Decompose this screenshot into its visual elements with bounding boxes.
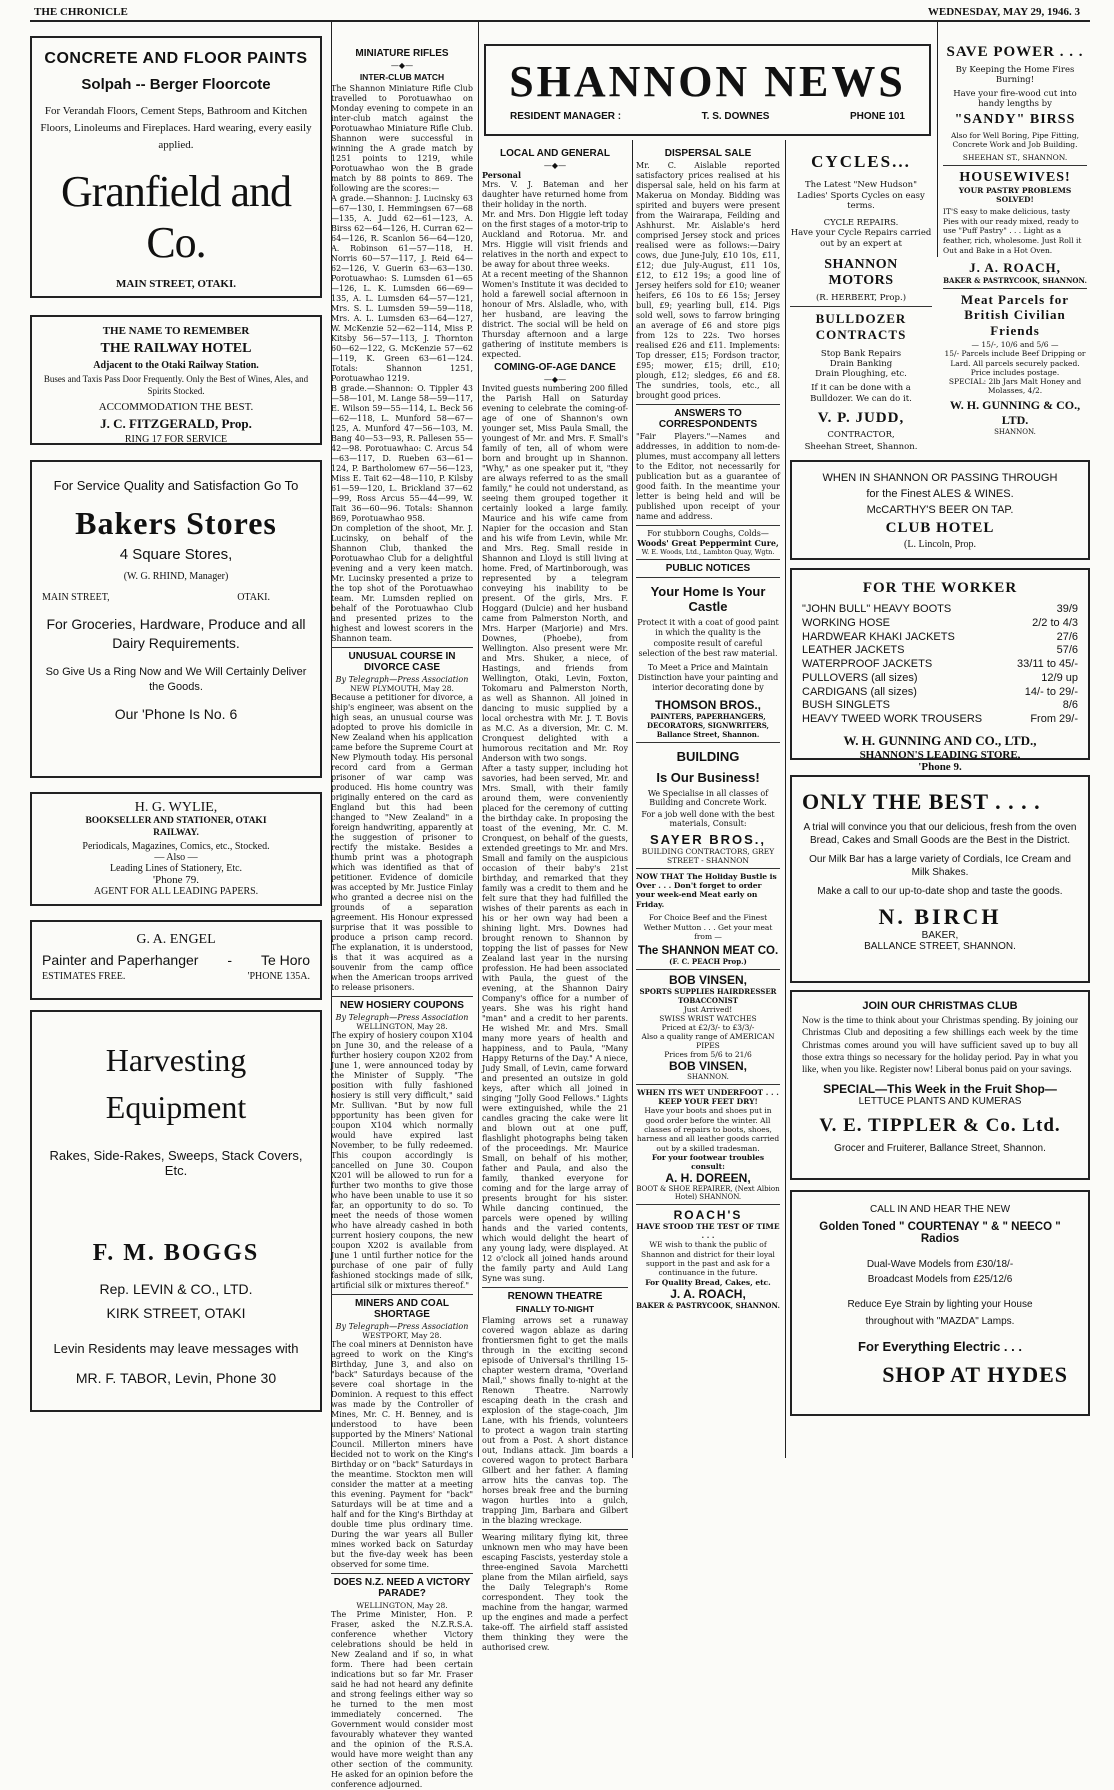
cycles-ad-body: The Latest "New Hudson" Ladies' Sports Cycles on easy terms. xyxy=(797,180,925,212)
birss-ad-name: "SANDY" BIRSS xyxy=(954,112,1076,127)
ad-phone: 'Phone 79. xyxy=(153,873,199,886)
sayer-ad-heading: Is Our Business! xyxy=(656,769,760,785)
divider xyxy=(636,1084,780,1085)
worker-price-row xyxy=(802,603,1078,617)
tippler-ad-address: Grocer and Fruiterer, Ballance Street, Shannon. xyxy=(834,1142,1046,1154)
ad-trade: Painter and Paperhanger xyxy=(42,952,199,968)
parcels-ad-name: W. H. GUNNING & CO., LTD. xyxy=(949,397,1081,427)
woods-ad-line: W. E. Woods, Ltd., Lambton Quay, Wgtn. xyxy=(641,548,775,556)
cycles-ad-prop: (R. HERBERT, Prop.) xyxy=(815,293,907,304)
sayer-ad-heading: BUILDING xyxy=(676,748,740,764)
doreen-ad-sub: BOOT & SHOE REPAIRER, (Next Albion Hotel) SHANNON. xyxy=(636,1185,780,1202)
news-column-4 xyxy=(634,144,782,1458)
cycles-ad-heading: CYCLES... xyxy=(811,152,911,171)
ad-line: for the Finest ALES & WINES. xyxy=(866,488,1014,500)
worker-price-row xyxy=(802,713,1078,727)
news-column-3 xyxy=(480,144,630,1652)
ad-address-row xyxy=(42,592,310,603)
divider xyxy=(331,1573,473,1574)
tippler-ad-special: SPECIAL—This Week in the Fruit Shop— xyxy=(823,1081,1057,1096)
woods-ad-line: For stubborn Coughs, Colds— xyxy=(647,529,769,538)
vinsen-ad-town: SHANNON. xyxy=(687,1073,729,1082)
ad-heading: CONCRETE AND FLOOR PAINTS xyxy=(44,50,308,67)
birch-ad-body: Make a call to our up-to-date shop and taste the goods. xyxy=(817,886,1063,897)
worker-item-name: HARDWEAR KHAKI JACKETS xyxy=(802,630,955,643)
ad-address: MAIN STREET, OTAKI. xyxy=(115,278,236,291)
divider xyxy=(636,577,780,578)
worker-item-name: LEATHER JACKETS xyxy=(802,644,905,657)
bakers-stores-ad xyxy=(30,460,322,778)
ad-contact: MR. F. TABOR, Levin, Phone 30 xyxy=(75,1370,277,1386)
newspaper-name: THE CHRONICLE xyxy=(34,6,128,18)
engel-name: G. A. ENGEL xyxy=(136,932,216,947)
club-hotel-name: CLUB HOTEL xyxy=(885,520,995,536)
worker-item-price: 39/9 xyxy=(1056,603,1078,615)
hydes-ad-line: Dual-Wave Models from £30/18/- xyxy=(866,1259,1014,1270)
divider xyxy=(636,404,780,405)
divider xyxy=(636,868,780,869)
worker-item-name: PULLOVERS (all sizes) xyxy=(802,671,918,684)
worker-item-name: CARDIGANS (all sizes) xyxy=(802,685,917,698)
divider xyxy=(636,525,780,526)
ad-agent: AGENT FOR ALL LEADING PAPERS. xyxy=(93,885,259,897)
header-rule xyxy=(30,20,1090,22)
worker-price-list xyxy=(802,603,1078,727)
cycles-ad-body: Have your Cycle Repairs carried out by an expert at xyxy=(790,227,932,249)
article-headline: DOES N.Z. NEED A VICTORY PARADE? xyxy=(333,1577,471,1599)
article-paragraph: The Prime Minister, Hon. P. Fraser, asked the N.Z.R.S.A. conference whether Victory celebrations should be held in New Zealand and if so, in what form. There had been certain indications but so far Mr. Fraser said he had not heard any definite and strong feelings either way so he turned to the men most immediately concerned. The Government would consider most favourably whatever they wanted and the opinion of the R.S.A. would have more weight than any other section of the community. He asked for an opinion before the conference adjourned. xyxy=(331,1610,473,1789)
divider xyxy=(482,1529,628,1530)
thomson-ad-body: To Meet a Price and Maintain Distinction have your painting and interior decorating done by xyxy=(637,662,779,693)
article-headline: RENOWN THEATRE xyxy=(507,1291,603,1302)
vinsen-ad-name: BOB VINSEN, xyxy=(668,973,747,988)
tippler-ad-name: V. E. TIPPLER & Co. Ltd. xyxy=(819,1114,1061,1136)
headline-divider: —◆— xyxy=(543,161,567,170)
worker-item-name: WATERPROOF JACKETS xyxy=(802,658,933,670)
vinsen-ad-line: Also a quality range of AMERICAN PIPES xyxy=(641,1032,775,1051)
gunning-worker-ad xyxy=(790,568,1090,773)
bulldozer-ad-line: Stop Bank Repairs xyxy=(820,349,902,360)
worker-item-name: WORKING HOSE xyxy=(802,616,891,629)
birch-ad-body: A trial will convince you that our delicious, fresh from the oven Bread, Cakes and Small Goods are the Best in the District. xyxy=(803,822,1077,846)
vinsen-ad-line: Just Arrived! xyxy=(683,1005,733,1015)
article-headline: ANSWERS TO CORRESPONDENTS xyxy=(658,408,758,430)
article-dateline: WESTPORT, May 28. xyxy=(362,1331,442,1340)
article-paragraph: Mr. and Mrs. Don Higgie left today on the first stages of a motor-trip to Auckland and Rotorua. Mr. and Mrs. Higgie will visit friends and relatives in the north and expect to be away for about three weeks. xyxy=(482,210,628,269)
vinsen-ad-line: Prices from 5/6 to 21/6 xyxy=(664,1050,752,1060)
boggs-name: F. M. BOGGS xyxy=(92,1240,260,1266)
housewives-ad-body: IT'S easy to make delicious, tasty Pies with our ready mixed, ready to use "Puff Pastry" . . . Light as a feather, rich, wholesome. Just Roll it Out and Bake in a Hot Oven. xyxy=(943,206,1082,255)
article-paragraph: Mr. C. Aislable reported satisfactory prices realised at his dispersal sale, held on his farm at Makerua on Monday. Bidding was spirited and buyers were present from the Wairarapa, Feilding and Ashhurst. Mr. Aislable's herd comprised Jersey stock and prices realised were as follows:—Dairy cows, due June-July, £10 10s, £11, £12; due July-August, £11 10s, £12, to £12 19s; a good line of Jersey heifers sold for £10; weaner heifers, £6 10s to £6 15s; Jersey bull, £9; yearling bull, £14. Pigs sold well, sows to farrow bringing an average of £6 and store pigs from 12s to 22s. Two horses realised £26 and £11. Implements: Top dresser, £15; Fordson tractor, £95; mower, £15; drill, £10; plough, £12; sledges, £6 and £8. The sundries, tools, etc., all brought good prices. xyxy=(636,161,780,400)
worker-item-price: 12/9 up xyxy=(1041,671,1078,684)
article-headline: MINERS AND COAL SHORTAGE xyxy=(354,1298,450,1320)
article-subhead: Personal xyxy=(482,170,521,180)
bulldozer-ad-line: Drain Banking xyxy=(829,359,893,370)
article-subhead: INTER-CLUB MATCH xyxy=(359,72,445,82)
birss-ad-line: By Keeping the Home Fires Burning! xyxy=(955,65,1075,85)
article-headline: LOCAL AND GENERAL xyxy=(500,148,610,159)
roach-ad-sub: BAKER & PASTRYCOOK, SHANNON. xyxy=(636,1300,780,1310)
worker-item-price: 14/- to 29/- xyxy=(1024,685,1078,698)
worker-price-row xyxy=(802,686,1078,700)
divider xyxy=(790,306,932,307)
column-rule xyxy=(632,140,633,1458)
hydes-ad-line: For Everything Electric . . . xyxy=(858,1339,1022,1354)
wylie-ad xyxy=(30,792,322,906)
ad-proprietor: J. C. FITZGERALD, Prop. xyxy=(100,416,252,432)
thomson-ad-name: THOMSON BROS., xyxy=(654,697,761,712)
worker-ad-name: W. H. GUNNING AND CO., LTD., xyxy=(843,732,1037,748)
roach-ad-name: J. A. ROACH, xyxy=(670,1286,746,1301)
article-byline: By Telegraph—Press Association xyxy=(335,1013,469,1022)
tippler-ad-body: Now is the time to think about your Christmas spending. By joining our Christmas Club and depositing a few shillings each week by the time Christmas comes around you will have sufficient saved up to buy all those extra things so necessary for the holiday period. Pay in what you like, when you like. Register now! Liberal bonus paid on your savings. xyxy=(802,1016,1078,1076)
ad-dash: - xyxy=(227,952,233,968)
sayer-ad-name: SAYER BROS., xyxy=(650,831,766,847)
divider xyxy=(943,288,1087,289)
boggs-ad xyxy=(30,1010,322,1412)
parcels-ad-heading: Meat Parcels for British Civilian Friends xyxy=(960,291,1070,338)
meat-ad-prop: (F. C. PEACH Prop.) xyxy=(669,957,747,967)
worker-item-name: BUSH SINGLETS xyxy=(802,699,891,712)
article-paragraph: Wearing military flying kit, three unknown men who may have been escaping Fascists, yesterday stole a three-engined Savoia Marchetti plane from the Milan airfield, says the Daily Telegraph's Rome correspondent. They took the machine from the hangar, warmed up the engines and made a perfect take-off. The airfield staff assisted them thinking they were the authorised crew. xyxy=(482,1533,628,1652)
article-byline: By Telegraph—Press Association xyxy=(335,1322,469,1331)
roach-ad-name: ROACH'S xyxy=(673,1208,743,1223)
article-paragraph: "Fair Players."—Names and addresses, in addition to nom-de-plumes, must accompany all letters to the Editor, not necessarily for publication but as a guarantee of good faith. In the meantime your letter is being held and will be published upon receipt of your name and address. xyxy=(636,432,780,521)
news-column-6 xyxy=(940,44,1090,444)
banner-resident-label: RESIDENT MANAGER : xyxy=(510,111,622,122)
sayer-ad-body: For a job well done with the best materials, Consult: xyxy=(641,809,775,828)
article-paragraph: The expiry of hosiery coupon X104 on June 30, and the release of a further hosiery coupon X202 from June 1, were announced today by the Minister of Supply. "The position with fully fashioned hosiery is still very difficult," said Mr. Sullivan. "But by now full opportunity has been given for coupon X104 which normally would have expired last November, to be fully redeemed. This coupon accordingly is cancelled on June 30. Coupon X201 will be allowed to run for a further two months to give those who have been unable to use it so far, an opportunity to do so. To meet the needs of those women who have already cashed in both current hosiery coupons, the new coupon X202 is available from June 1 until further notice for the purchase of one pair of fully fashioned stockings made of silk, artificial silk or mixtures thereof." xyxy=(331,1031,473,1290)
ad-sub: 4 Square Stores, xyxy=(119,546,233,563)
birch-ad-trade: BAKER, xyxy=(921,930,959,941)
birss-ad-line: Also for Well Boring, Pipe Fitting, Concrete Work and Job Building. xyxy=(950,131,1080,150)
article-paragraph: At a recent meeting of the Shannon Women's Institute it was decided to hold a farewell social afternoon in honour of Mrs. Alsladle, who, with her husband, are leaving the district. The social will be held on Thursday afternoon and a large gathering of institute members is expected. xyxy=(482,270,628,359)
vinsen-ad-line: Priced at £2/3/- to £3/3/- xyxy=(661,1023,755,1033)
ad-phone: RING 17 FOR SERVICE xyxy=(124,434,228,446)
birss-ad-address: SHEEHAN ST., SHANNON. xyxy=(962,152,1068,162)
ad-items: Rakes, Side-Rakes, Sweeps, Stack Covers, Etc. xyxy=(49,1148,303,1178)
ad-body: Periodicals, Magazines, Comics, etc., Stocked. xyxy=(82,840,270,852)
article-paragraph: B grade.—Shannon: O. Tippler 43—58—101, M. Lange 58—59—117, E. Wilson 59—55—114, L. Beck 56—62—118, L. Munford 58—67—125, A. Munford 47—56—103, M. Bang 40—53—93, R. Pallesen 55—42—98. Porotuawhao: C. Arcus 54—63—117, D. Rueben 63—61—124, P. Bartholomew 67—56—123, Miss E. Tait 62—48—110, P. Kilsby 61—59—120, L. Brickland 37—62—99, Ross Arcus 55—44—99, W. Tait 36—60—96. Totals: Shannon 869, Porotuawhao 958. xyxy=(331,384,473,523)
bakers-name: Bakers Stores xyxy=(75,505,277,541)
ad-sub: BOOKSELLER AND STATIONER, OTAKI RAILWAY. xyxy=(85,816,267,838)
headline-divider: —◆— xyxy=(390,61,414,70)
parcels-ad-line: SPECIAL: 2lb Jars Malt Honey and Molasses, 4/2. xyxy=(948,377,1082,396)
ad-detail-row xyxy=(42,971,310,982)
divider xyxy=(331,996,473,997)
ad-sub: Adjacent to the Otaki Railway Station. xyxy=(93,360,259,371)
woods-ad-name: Woods' Great Peppermint Cure, xyxy=(637,538,779,548)
ad-also: — Also — xyxy=(154,851,198,863)
vinsen-ad-line: SWISS WRIST WATCHES xyxy=(659,1014,757,1024)
article-paragraph: Mrs. V. J. Bateman and her daughter have returned home from their holiday in the north. xyxy=(482,180,628,209)
ad-line: THE NAME TO REMEMBER xyxy=(102,325,250,337)
doreen-ad-name: A. H. DOREEN, xyxy=(665,1171,751,1186)
article-dateline: WELLINGTON, May 28. xyxy=(356,1022,448,1031)
cycles-ad-body: CYCLE REPAIRS. xyxy=(823,217,899,228)
banner-phone: PHONE 101 xyxy=(849,111,905,122)
article-paragraph: On completion of the shoot, Mr. J. Lucinsky, on behalf of the Shannon Club, thanked the Porotuawhao Club for a delightful evening and a very keen match. Mr. Lucinsky presented a prize to the top shot of the Porotuawhao team. Mr. Lumsden replied on behalf of the Porotuawhao Club and presented prizes to the highest and lowest scorers in the Shannon team. xyxy=(331,524,473,643)
article-paragraph: A grade.—Shannon: J. Lucinsky 63—67—130, I. Hemmingsen 67—68—135, A. Judd 62—61—123, A. Birss 62—64—126, H. Curran 62—64—126, R. Scanlon 56—64—120, A. Robinson 61—57—118, H. Norris 60—57—117, J. Reid 64—62—126, V. Guerin 63—63—130. Porotuawhao: S. Lumsden 61—65—126, L. K. Lumsden 66—69—135, A. L. Lumsden 64—57—121, Mrs. S. L. Lumsden 59—59—118, Mrs. A. L. Lumsden 63—64—127, W. McKenzie 52—62—114, Miss P. Kitsby 56—57—113, J. Thornton 60—62—122, G. McKenzie 57—62—119, K. Green 63—61—124. Totals: Shannon 1251, Porotuawhao 1219. xyxy=(331,194,473,383)
hotel-name: THE RAILWAY HOTEL xyxy=(100,341,252,356)
article-paragraph: Because a petitioner for divorce, a ship's engineer, was absent on the high seas, an unusual course was adopted to prove his domicile in New Zealand when his application came before the Supreme Court at New Plymouth today. His personal record card from a German prisoner of war camp was produced. His home country was originally entered on the card as England but this had been changed to "New Zealand" in a foreign handwriting, apparently at the suggestion of prisoner to rectify the mistake. Besides a thumb print was a photograph which was identified as that of petitioner. Evidence of domicile was accepted by Mr. Justice Finlay who granted a decree nisi on the grounds of a separation agreement. His Honour expressed surprise that it was possible to produce a prison camp record. The explanation, it is understood, is that it was acquired as a souvenir from the camp office when the American troops arrived to release prisoners. xyxy=(331,693,473,992)
article-headline: UNUSUAL COURSE IN DIVORCE CASE xyxy=(348,651,456,673)
hydes-ad-line: Broadcast Models from £25/12/6 xyxy=(867,1274,1013,1285)
birch-ad-name: N. BIRCH xyxy=(878,904,1002,929)
divider xyxy=(636,1204,780,1205)
article-dateline: WELLINGTON, May 28. xyxy=(356,1601,448,1610)
meat-ad-name: The SHANNON MEAT CO. xyxy=(637,945,779,958)
housewives-ad-heading: HOUSEWIVES! xyxy=(959,169,1071,185)
worker-price-row xyxy=(802,617,1078,631)
banner-manager: T. S. DOWNES xyxy=(701,111,770,122)
doreen-ad-body: For your footwear troubles consult: xyxy=(651,1153,765,1172)
ad-manager: (W. G. RHIND, Manager) xyxy=(123,571,229,582)
sayer-ad-sub: BUILDING CONTRACTORS, GREY STREET - SHANNON xyxy=(641,846,775,865)
ad-body: For Groceries, Hardware, Produce and all Dairy Requirements. xyxy=(46,616,306,651)
headline-divider: —◆— xyxy=(543,375,567,384)
divider xyxy=(482,1287,628,1288)
ad-intro: For Service Quality and Satisfaction Go To xyxy=(53,478,299,493)
vinsen-ad-sub: SPORTS SUPPLIES HAIRDRESSER TOBACCONIST xyxy=(639,987,777,1006)
railway-hotel-ad xyxy=(30,315,322,445)
divider xyxy=(331,647,473,648)
roach-ad-line: For Quality Bread, Cakes, etc. xyxy=(645,1277,771,1287)
worker-item-price: 33/11 to 45/- xyxy=(1017,658,1078,670)
divider xyxy=(636,742,780,743)
doreen-ad-heading: WHEN ITS WET UNDERFOOT . . . KEEP YOUR FEET DRY! xyxy=(637,1088,779,1107)
bulldozer-ad-trade: CONTRACTOR, xyxy=(827,430,895,441)
news-column-2 xyxy=(330,46,474,1789)
ad-phone: 'PHONE 135A. xyxy=(247,971,310,982)
worker-item-price: From 29/- xyxy=(1030,713,1078,725)
doreen-ad-body: Have your boots and shoes put in good order before the winter. All classes of repairs to boots, shoes, harness and all leather goods carried out by a skilled tradesman. xyxy=(636,1106,780,1153)
ad-body: Leading Lines of Stationery, Etc. xyxy=(109,862,243,874)
ad-estimates: ESTIMATES FREE. xyxy=(42,971,126,982)
divider xyxy=(943,165,1087,166)
article-headline: MINIATURE RIFLES xyxy=(355,48,449,59)
thomson-ad-body: Protect it with a coat of good paint in which the quality is the composite result of careful selection of the best raw material. xyxy=(637,618,779,659)
roach-ad-body: WE wish to thank the public of Shannon and district for their loyal support in the past and ask for a continuance in the future. xyxy=(641,1240,775,1278)
ad-town: OTAKI. xyxy=(237,592,270,603)
hydes-ad-line: throughout with "MAZDA" Lamps. xyxy=(865,1316,1015,1327)
article-paragraph: The coal miners at Denniston have agreed to work on the King's Birthday, June 3, and also on "back" Saturdays because of the severe coal shortage in the Dominion. A request to this effect was made by the Controller of Mines, Mr. C. H. Benney, and is understood to have been supported by the Miners' National Council. Millerton miners have decided not to work on the King's Birthday or on "back" Saturdays in the meantime. Stockton men will consider the matter at a meeting this evening. Payment for "back" Saturdays will be at time and a half and for the King's Birthday at double time plus ordinary time. During the war years all Buller mines worked back on Saturday but the five-day week has been observed for some time. xyxy=(331,1340,473,1569)
worker-price-row xyxy=(802,672,1078,686)
article-byline: By Telegraph—Press Association xyxy=(335,675,469,684)
engel-ad xyxy=(30,920,322,1000)
worker-price-row xyxy=(802,631,1078,645)
ad-line: McCARTHY'S BEER ON TAP. xyxy=(866,504,1014,516)
ad-brands: Solpah -- Berger Floorcote xyxy=(81,76,271,93)
ad-street: KIRK STREET, OTAKI xyxy=(106,1305,246,1321)
vinsen-ad-name: BOB VINSEN, xyxy=(668,1059,747,1074)
worker-item-price: 8/6 xyxy=(1062,699,1078,712)
birch-ad-heading: ONLY THE BEST . . . . xyxy=(802,789,1041,814)
tippler-ad xyxy=(790,990,1090,1180)
bulldozer-ad-address: Sheehan Street, Shannon. xyxy=(804,442,918,453)
ad-title: Harvesting xyxy=(105,1042,247,1078)
birss-ad-line: Have your fire-wood cut into handy lengths by xyxy=(953,89,1077,109)
column-rule xyxy=(785,140,786,1458)
worker-item-name: "JOHN BULL" HEAVY BOOTS xyxy=(802,603,952,615)
parcels-ad-line: — 15/-, 10/6 and 5/6 — xyxy=(971,340,1059,350)
column-rule xyxy=(478,22,479,1457)
article-headline: NEW HOSIERY COUPONS xyxy=(340,1000,464,1011)
thomson-ad-heading: Your Home Is Your Castle xyxy=(650,584,766,614)
banner-title: SHANNON NEWS xyxy=(509,57,906,106)
article-paragraph: Flaming arrows set a runaway covered wagon ablaze as daring frontiersmen fight to get the mails through in the exciting second episode of Universal's thrilling 15-chapter western drama, "Overland Mail," shows finally to-night at the Renown Theatre. Narrowly escaping death in the crash and explosion of the stage-coach, Jim Lane, with his friends, volunteers to protect a wagon train starting out from a Post. A short distance out, Indians attack. Jim boards a covered wagon to protect Barbara Gilbert and her father. A flaming arrow hits the canvas top. The horses break free and the burning wagon hurtles into a gulch, trapping Jim, Barbara and Gilbert in the blazing wreckage. xyxy=(482,1316,628,1525)
bulldozer-ad-line: If it can be done with a Bulldozer. We can do it. xyxy=(810,383,912,404)
birch-ad xyxy=(790,775,1090,983)
worker-ad-heading: FOR THE WORKER xyxy=(862,580,1018,596)
worker-price-row xyxy=(802,644,1078,658)
worker-item-name: HEAVY TWEED WORK TROUSERS xyxy=(802,713,983,725)
ad-rep: Rep. LEVIN & CO., LTD. xyxy=(99,1281,253,1297)
bulldozer-ad-heading: BULLDOZER CONTRACTS xyxy=(815,311,907,343)
bulldozer-ad-line: Drain Ploughing, etc. xyxy=(815,369,907,380)
roach-ad-heading: HAVE STOOD THE TEST OF TIME . . . xyxy=(636,1222,780,1241)
tippler-ad-sub: LETTUCE PLANTS AND KUMERAS xyxy=(858,1095,1022,1107)
wylie-name: H. G. WYLIE, xyxy=(134,800,218,815)
divider xyxy=(636,559,780,560)
parcels-ad-line: Price includes postage. xyxy=(970,368,1060,378)
hydes-ad-name: SHOP AT HYDES xyxy=(882,1362,1068,1387)
article-paragraph: After a tasty supper, including hot savories, had been served, Mr. and Mrs. Small, with their family around them, were conveniently placed for the ceremony of cutting the birthday cake. In proposing the toast of the evening, Mr. C. M. Cronquest, on behalf of the guests, extended greetings to Mr. and Mrs. Small and family on the auspicious occasion of their baby's 21st birthday, and remarked that they family was a credit to them and he felt sure that they had fulfilled the wishes of their parents as each in his or her own way had been a shining light. Mrs. Downes had brought renown to Shannon by topping the list of passes for New Zealand last year in the nursing profession. He had been associated with Paula, the guest of the evening, at the Shannon Dairy Company's office for a number of years. She was his right hand "man" and a credit to her parents. He wished Mr. and Mrs. Small many more years of health and happiness, and to Paula, "Many Happy Returns of the Day." A niece, Judy Small, of Levin, came forward and presented an outsize in gold keys, after which all joined in singing "Jolly Good Fellows." Lights were extinguished, while the 21 candles gracing the cake were lit and blown out at one puff, flashlight photographs being taken of the proceedings. Mr. Maurice Small, on behalf of his mother, father and Paula, and also the family, thanked everyone for coming and for the large array of presents brought for his sister. While dancing continued, the parcels were opened by willing hands and the varied contents, which would delight the heart of any young lady, were displayed. At 12 o'clock all joined hands around the family party and Auld Lang Syne was sung. xyxy=(482,764,628,1283)
ad-trade-row xyxy=(42,952,310,968)
section-headline: PUBLIC NOTICES xyxy=(665,563,751,574)
worker-item-price: 57/6 xyxy=(1056,644,1078,657)
housewives-ad-sub: YOUR PASTRY PROBLEMS SOLVED! xyxy=(958,185,1072,204)
club-hotel-ad xyxy=(790,460,1090,560)
parcels-ad-line: 15/- Parcels include Beef Dripping or Lard. All parcels securely packed. xyxy=(944,349,1086,368)
hydes-ad-line: CALL IN AND HEAR THE NEW xyxy=(869,1204,1011,1215)
tippler-ad-heading: JOIN OUR CHRISTMAS CLUB xyxy=(862,1000,1018,1012)
meat-ad-line: For Choice Beef and the Finest Wether Mutton . . . Get your meat from — xyxy=(643,913,773,941)
article-subhead: FINALLY TO-NIGHT xyxy=(515,1304,595,1314)
article-dateline: NEW PLYMOUTH, May 28. xyxy=(350,684,454,693)
divider xyxy=(331,1294,473,1295)
parcels-ad-town: SHANNON. xyxy=(994,427,1036,436)
article-headline: COMING-OF-AGE DANCE xyxy=(494,362,616,373)
granfield-name: Granfield and Co. xyxy=(60,167,292,268)
ad-proprietor: (L. Lincoln, Prop. xyxy=(904,539,976,550)
cycles-ad-name: SHANNON MOTORS xyxy=(824,257,898,289)
hydes-ad-radios: Golden Toned " COURTENAY " & " NEECO " Radios xyxy=(819,1221,1061,1245)
sayer-ad-body: We Specialise in all classes of Building and Concrete Work. xyxy=(647,788,769,807)
ad-street: MAIN STREET, xyxy=(42,592,110,603)
ad-line: ACCOMMODATION THE BEST. xyxy=(98,401,254,414)
worker-item-price: 2/2 to 4/3 xyxy=(1032,616,1078,629)
article-paragraph: The Shannon Miniature Rifle Club travelled to Porotuawhao on Monday evening to compete in an inter-club match against the Porotuawhao Miniature Rifle Club. Shannon were successful in winning the A grade match by 1251 points to 1219, while Porotuawhao won the B grade match by 88 points to 869. The following are the scores:— xyxy=(331,84,473,193)
banner-info-row xyxy=(486,107,929,122)
housewives-ad-name: J. A. ROACH, xyxy=(969,259,1061,275)
ad-body: So Give Us a Ring Now and We Will Certainly Deliver the Goods. xyxy=(45,665,307,694)
ad-phone: Our 'Phone Is No. 6 xyxy=(114,705,238,722)
divider xyxy=(636,969,780,970)
birss-ad-heading: SAVE POWER . . . xyxy=(946,44,1084,60)
birch-ad-body: Our Milk Bar has a large variety of Cordials, Ice Cream and Milk Shakes. xyxy=(809,854,1071,878)
meat-ad-line: NOW THAT The Holiday Bustle is Over . . . Don't forget to order your week-end Meat early on Friday. xyxy=(636,871,777,909)
birch-ad-address: BALLANCE STREET, SHANNON. xyxy=(864,941,1016,952)
ad-body: For Verandah Floors, Cement Steps, Bathroom and Kitchen Floors, Linoleums and Fireplaces. Hard wearing, every easily applied. xyxy=(40,105,312,152)
hydes-ad xyxy=(790,1190,1090,1416)
shannon-news-banner xyxy=(484,44,931,136)
ad-town: Te Horo xyxy=(260,952,310,968)
worker-price-row xyxy=(802,699,1078,713)
ad-note: Levin Residents may leave messages with xyxy=(53,1341,299,1356)
worker-ad-sub: SHANNON'S LEADING STORE, xyxy=(859,748,1021,761)
worker-price-row xyxy=(802,658,1078,672)
news-column-5 xyxy=(787,144,935,453)
ad-body: Buses and Taxis Pass Door Frequently. Only the Best of Wines, Ales, and Spirits Stocked. xyxy=(43,374,309,396)
hydes-ad-line: Reduce Eye Strain by lighting your House xyxy=(847,1299,1033,1310)
ad-title: Equipment xyxy=(105,1089,247,1125)
issue-date-page: WEDNESDAY, MAY 29, 1946. 3 xyxy=(927,6,1080,18)
ad-line: WHEN IN SHANNON OR PASSING THROUGH xyxy=(822,472,1058,484)
thomson-ad-sub: PAINTERS, PAPERHANGERS, DECORATORS, SIGNWRITERS, Ballance Street, Shannon. xyxy=(646,711,769,739)
granfield-ad xyxy=(30,36,322,298)
worker-item-price: 27/6 xyxy=(1056,630,1078,643)
article-headline: DISPERSAL SALE xyxy=(664,148,752,159)
worker-ad-phone: 'Phone 9. xyxy=(918,760,962,773)
bulldozer-ad-name: V. P. JUDD, xyxy=(817,410,905,427)
article-paragraph: Invited guests numbering 200 filled the Parish Hall on Saturday evening to celebrate the coming-of-age of one of Shannon's own younger set, Miss Paula Small, the youngest of Mr. and Mrs. F. Small's family of ten, all of whom were born and brought up in Shannon. "Why," as one speaker put it, "they are always referred to as the small family," he could not understand, as seeing them grouped together it certainly looked a large family. Maurice and his wife came from Napier for the occasion and Stan and his wife from Levin, while Mr. and Mrs. Reg. Small reside in Shannon and Lloyd is still living at home. Fred, of Martinborough, was represented by a telegram conveying his inability to be present. Of the girls, Mrs. F. Hoggard (Dulcie) and her husband came from Palmerston North, and Mrs. Harper (Marjorie) and Mrs. Downes, (Phoebe), from Wellington. Also present were Mr. and Mrs. Shuker, a niece, of Hastings, and friends from Wellington, Otaki, Levin, Foxton, Tokomaru and Palmerston North, as well as Shannon. All joined in dancing to music supplied by a local orchestra with Mr. J. T. Bovis as M.C. As a diversion, Mr. C. M. Cronquest delighted with a humorous recitation and Mr. Roy Anderson with two songs. xyxy=(482,384,628,763)
housewives-ad-sub: BAKER & PASTRYCOOK, SHANNON. xyxy=(943,275,1087,285)
column-rule xyxy=(937,22,938,257)
